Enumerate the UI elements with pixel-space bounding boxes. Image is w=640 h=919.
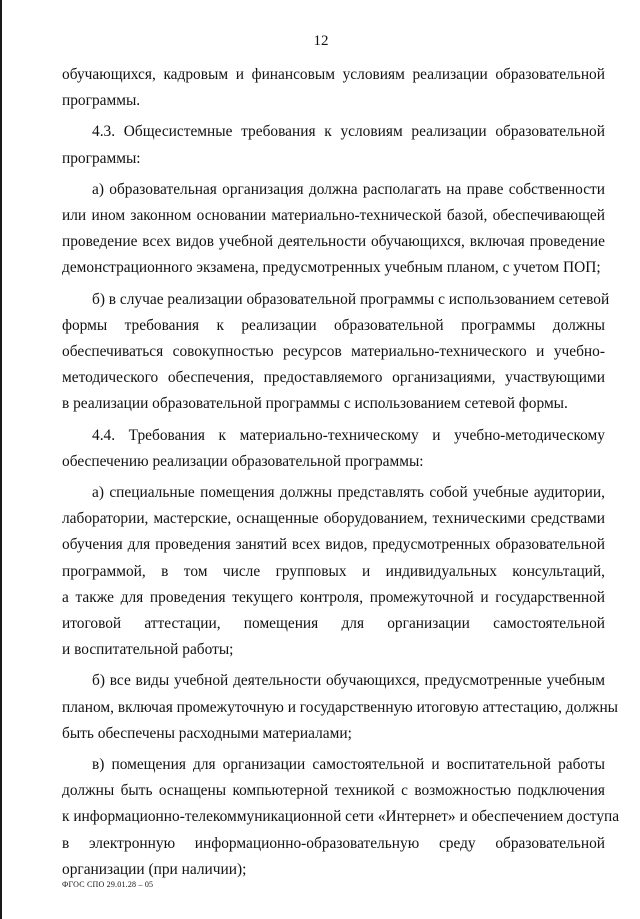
text-line: должны быть оснащены компьютерной техникой с возможностью подключения — [62, 782, 605, 800]
paragraph — [62, 177, 605, 282]
paragraph — [62, 480, 605, 663]
text-line: 4.3. Общесистемные требования к условиям реализации образовательной — [92, 123, 605, 141]
paragraph — [62, 752, 620, 883]
text-line: а также для проведения текущего контроля, промежуточной и государственной — [62, 588, 605, 606]
paragraph — [62, 423, 605, 475]
text-line: методического обеспечения, предоставляемого организациями, участвующими — [62, 369, 605, 387]
paragraph — [62, 119, 605, 171]
text-line: программы. — [62, 92, 141, 110]
text-line: а) специальные помещения должны представлять собой учебные аудитории, — [92, 484, 605, 502]
text-line: формы требования к реализации образовательной программы должны — [62, 316, 605, 334]
text-line: и воспитательной работы; — [62, 641, 234, 659]
text-line: в реализации образовательной программы с использованием сетевой формы. — [62, 395, 568, 413]
text-line: 4.4. Требования к материально-техническому и учебно-методическому — [92, 426, 605, 444]
text-line: демонстрационного экзамена, предусмотренных учебным планом, с учетом ПОП; — [62, 259, 601, 277]
text-line: в) помещения для организации самостоятельной и воспитательной работы — [92, 756, 605, 774]
paragraph — [62, 287, 610, 418]
text-line: обеспечению реализации образовательной программы: — [62, 452, 424, 470]
page-number: 12 — [313, 33, 329, 49]
text-line: обучения для проведения занятий всех видов, предусмотренных образовательной — [62, 536, 605, 554]
text-line: лаборатории, мастерские, оснащенные оборудованием, техническими средствами — [62, 510, 605, 528]
text-line: программы: — [62, 149, 141, 167]
text-line: к информационно-телекоммуникационной сети «Интернет» и обеспечением доступа — [62, 808, 620, 826]
document-body — [62, 62, 620, 883]
paragraph — [62, 62, 605, 114]
text-line: проведение всех видов учебной деятельности обучающихся, включая проведение — [62, 233, 605, 251]
document-footer-code: ФГОС СПО 29.01.28 – 05 — [62, 880, 154, 889]
text-line: быть обеспечены расходными материалами; — [62, 724, 352, 742]
text-line: в электронную информационно-образовательную среду образовательной — [62, 834, 605, 852]
text-line: итоговой аттестации, помещения для организации самостоятельной — [62, 615, 605, 633]
text-line: а) образовательная организация должна располагать на праве собственности — [92, 180, 605, 198]
text-line: б) в случае реализации образовательной программы с использованием сетевой — [92, 290, 610, 308]
text-line: программой, в том числе групповых и индивидуальных консультаций, — [62, 562, 605, 580]
text-line: б) все виды учебной деятельности обучающихся, предусмотренные учебным — [92, 672, 605, 690]
text-line: организации (при наличии); — [62, 860, 247, 878]
text-line: обеспечиваться совокупностью ресурсов материально-технического и учебно- — [62, 343, 605, 361]
text-line: планом, включая промежуточную и государственную итоговую аттестацию, должны — [62, 698, 619, 716]
text-line: обучающихся, кадровым и финансовым условиям реализации образовательной — [62, 66, 605, 83]
paragraph — [62, 668, 619, 747]
text-line: или ином законном основании материально-технической базой, обеспечивающей — [62, 207, 605, 225]
